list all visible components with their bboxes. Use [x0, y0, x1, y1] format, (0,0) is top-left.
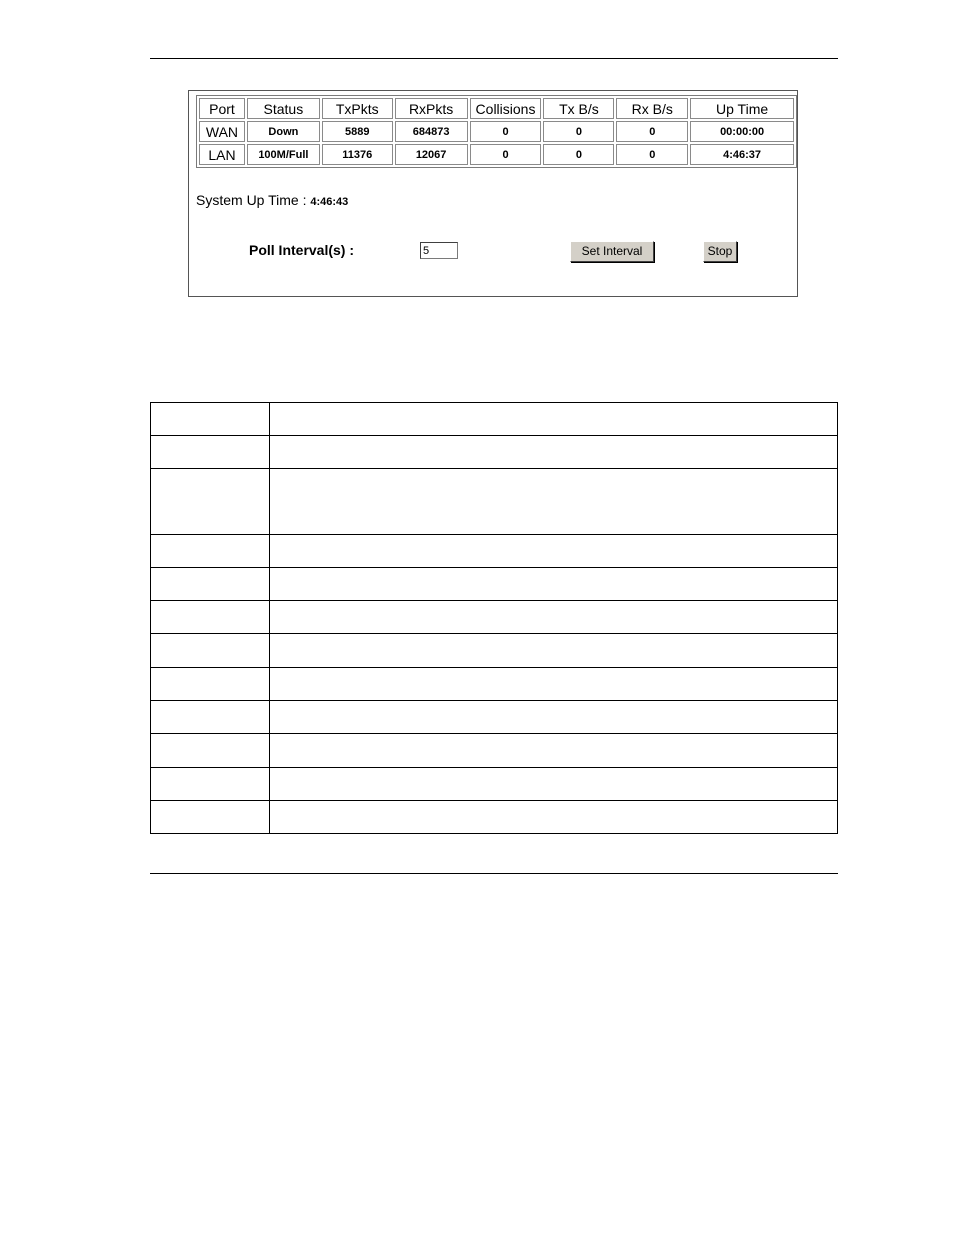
- description-cell: [270, 801, 838, 834]
- system-up-time-label: System Up Time :: [196, 192, 307, 208]
- system-up-time: [196, 192, 348, 208]
- description-cell: [270, 734, 838, 768]
- rx-bps-cell: 0: [616, 121, 688, 142]
- column-header: Port: [199, 98, 245, 119]
- table-row: [151, 668, 838, 701]
- rx-bps-cell: 0: [616, 144, 688, 165]
- table-row: [151, 734, 838, 768]
- column-header: Tx B/s: [543, 98, 614, 119]
- port-cell: LAN: [199, 144, 245, 165]
- label-cell: [151, 601, 270, 634]
- collisions-cell: 0: [470, 121, 542, 142]
- label-cell: [151, 734, 270, 768]
- table-row: [151, 801, 838, 834]
- header-rule: [150, 58, 838, 59]
- column-header: Up Time: [690, 98, 794, 119]
- status-cell: 100M/Full: [247, 144, 320, 165]
- label-cell: [151, 403, 270, 436]
- column-header: Collisions: [470, 98, 542, 119]
- label-cell: [151, 668, 270, 701]
- table-row: [199, 144, 794, 165]
- description-cell: [270, 701, 838, 734]
- table-row: [151, 436, 838, 469]
- stop-button[interactable]: Stop: [703, 241, 737, 262]
- label-cell: [151, 436, 270, 469]
- table-row: [151, 634, 838, 668]
- column-header: Status: [247, 98, 320, 119]
- collisions-cell: 0: [470, 144, 542, 165]
- up-time-cell: 4:46:37: [690, 144, 794, 165]
- up-time-cell: 00:00:00: [690, 121, 794, 142]
- table-row: [151, 403, 838, 436]
- description-cell: [270, 403, 838, 436]
- label-cell: [151, 701, 270, 734]
- port-statistics-table: [196, 95, 797, 168]
- column-header: TxPkts: [322, 98, 393, 119]
- txpkts-cell: 11376: [322, 144, 393, 165]
- table-row: [151, 568, 838, 601]
- description-cell: [270, 568, 838, 601]
- table-row: [151, 768, 838, 801]
- table-row: [151, 601, 838, 634]
- column-header: RxPkts: [395, 98, 468, 119]
- column-header: Rx B/s: [616, 98, 688, 119]
- description-cell: [270, 469, 838, 535]
- port-cell: WAN: [199, 121, 245, 142]
- label-cell: [151, 634, 270, 668]
- tx-bps-cell: 0: [543, 121, 614, 142]
- table-row: [151, 469, 838, 535]
- description-cell: [270, 436, 838, 469]
- status-cell: Down: [247, 121, 320, 142]
- description-cell: [270, 634, 838, 668]
- label-cell: [151, 469, 270, 535]
- description-cell: [270, 768, 838, 801]
- label-cell: [151, 535, 270, 568]
- description-cell: [270, 668, 838, 701]
- description-cell: [270, 601, 838, 634]
- description-cell: [270, 535, 838, 568]
- table-row: [199, 121, 794, 142]
- rxpkts-cell: 684873: [395, 121, 468, 142]
- rxpkts-cell: 12067: [395, 144, 468, 165]
- footer-rule: [150, 873, 838, 874]
- label-cell: [151, 801, 270, 834]
- system-up-time-value: 4:46:43: [310, 196, 349, 208]
- label-cell: [151, 568, 270, 601]
- poll-interval-input[interactable]: [420, 242, 458, 259]
- poll-interval-label: Poll Interval(s) :: [249, 242, 355, 258]
- statistics-panel: [188, 90, 798, 297]
- tx-bps-cell: 0: [543, 144, 614, 165]
- table-row: [151, 701, 838, 734]
- table-row: [151, 535, 838, 568]
- set-interval-button[interactable]: Set Interval: [570, 241, 654, 262]
- field-description-table: [150, 402, 838, 834]
- table-header-row: [199, 98, 794, 119]
- label-cell: [151, 768, 270, 801]
- txpkts-cell: 5889: [322, 121, 393, 142]
